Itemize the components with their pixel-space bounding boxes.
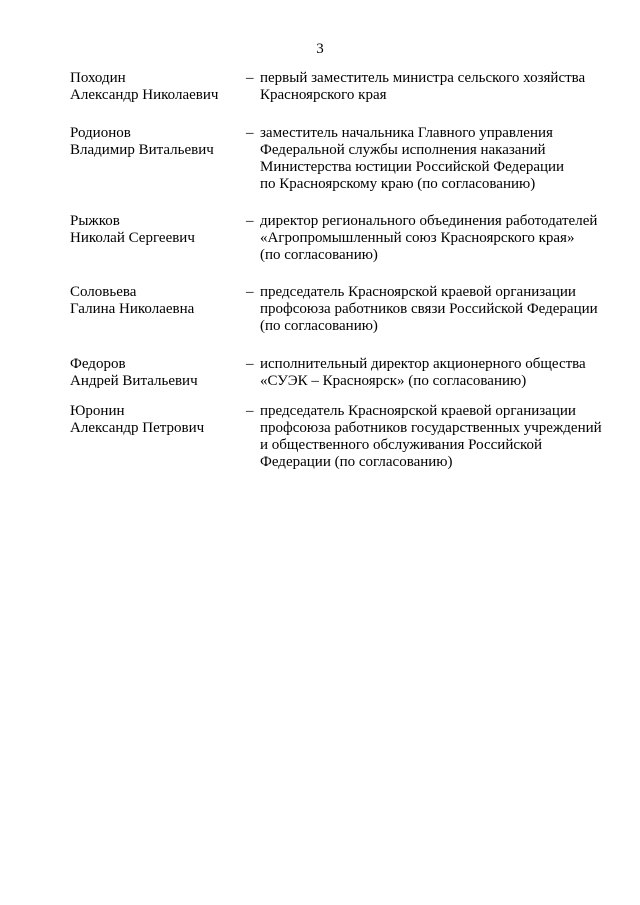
- position-line: профсоюза работников связи Российской Федерации: [260, 301, 598, 317]
- position-line: «СУЭК – Красноярск» (по согласованию): [260, 373, 527, 389]
- member-row: [70, 213, 630, 264]
- position-line: Федеральной службы исполнения наказаний: [260, 142, 546, 158]
- members-list: [70, 70, 630, 471]
- position-line: председатель Красноярской краевой организации: [260, 284, 576, 300]
- position-line: исполнительный директор акционерного общества: [260, 356, 586, 372]
- member-position: [260, 125, 620, 193]
- dash: –: [246, 125, 254, 141]
- member-name: [70, 70, 246, 104]
- member-surname: Юронин: [70, 403, 125, 419]
- position-line: «Агропромышленный союз Красноярского края»: [260, 230, 575, 246]
- position-line: Министерства юстиции Российской Федерации: [260, 159, 565, 175]
- member-name: [70, 356, 246, 390]
- member-name: [70, 213, 246, 264]
- member-row: [70, 70, 630, 104]
- member-position: [260, 403, 620, 471]
- member-row: [70, 284, 630, 335]
- dash: –: [246, 70, 254, 86]
- dash: –: [246, 403, 254, 419]
- position-line: председатель Красноярской краевой организации: [260, 403, 576, 419]
- position-line: (по согласованию): [260, 247, 378, 263]
- member-given-name: Александр Николаевич: [70, 87, 219, 103]
- position-line: директор регионального объединения работодателей: [260, 213, 598, 229]
- position-line: Федерации (по согласованию): [260, 454, 453, 470]
- member-given-name: Александр Петрович: [70, 420, 205, 436]
- member-position: [260, 213, 620, 264]
- dash: –: [246, 356, 254, 372]
- member-surname: Рыжков: [70, 213, 120, 229]
- member-surname: Федоров: [70, 356, 126, 372]
- member-position: [260, 284, 620, 335]
- page-number: 3: [316, 41, 324, 57]
- member-position: [260, 70, 620, 104]
- member-given-name: Андрей Витальевич: [70, 373, 198, 389]
- position-line: первый заместитель министра сельского хозяйства: [260, 70, 586, 86]
- position-line: профсоюза работников государственных учреждений: [260, 420, 602, 436]
- dash: –: [246, 284, 254, 300]
- dash: –: [246, 213, 254, 229]
- member-position: [260, 356, 620, 390]
- member-given-name: Галина Николаевна: [70, 301, 195, 317]
- member-row: [70, 356, 630, 390]
- position-line: по Красноярскому краю (по согласованию): [260, 176, 536, 192]
- member-name: [70, 284, 246, 335]
- member-given-name: Владимир Витальевич: [70, 142, 214, 158]
- member-name: [70, 125, 246, 193]
- position-line: Красноярского края: [260, 87, 387, 103]
- position-line: заместитель начальника Главного управления: [260, 125, 553, 141]
- member-row: [70, 125, 630, 193]
- member-surname: Походин: [70, 70, 126, 86]
- member-surname: Родионов: [70, 125, 131, 141]
- member-row: [70, 403, 630, 471]
- member-given-name: Николай Сергеевич: [70, 230, 195, 246]
- position-line: (по согласованию): [260, 318, 378, 334]
- member-name: [70, 403, 246, 471]
- member-surname: Соловьева: [70, 284, 137, 300]
- position-line: и общественного обслуживания Российской: [260, 437, 543, 453]
